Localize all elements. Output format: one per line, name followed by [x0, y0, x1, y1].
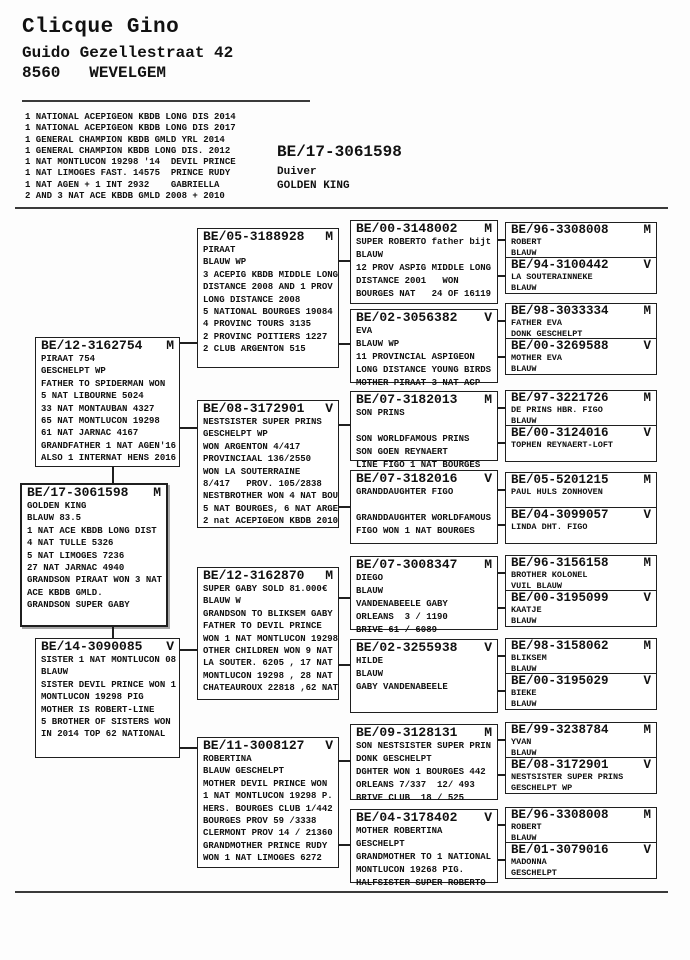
box-details: LA SOUTERAINNEKE BLAUW — [511, 272, 593, 293]
pedigree-box-g4 — [505, 257, 657, 294]
ring-number: BE/00-3195029 — [511, 674, 609, 688]
ring-number: BE/94-3100442 — [511, 258, 609, 272]
loft-name: Clicque Gino — [22, 16, 180, 39]
sex-label: V — [484, 640, 492, 655]
box-details: SON NESTSISTER SUPER PRIN DONK GESCHELPT DGHTER WON 1 BOURGES 442 ORLEANS 7/337 12/ 493 BRIVE CLUB 18 / 525 — [356, 741, 492, 803]
connector-line — [498, 607, 505, 609]
sex-label: M — [643, 223, 651, 237]
sex-label: M — [325, 568, 333, 583]
sex-label: M — [643, 639, 651, 653]
sex-label: V — [643, 258, 651, 272]
connector-line — [498, 774, 505, 776]
sex-label: V — [643, 843, 651, 857]
sex-label: M — [643, 391, 651, 405]
ring-number: BE/07-3182013 — [356, 392, 458, 407]
pedigree-box-subject — [20, 483, 168, 627]
ring-number: BE/12-3162754 — [41, 338, 143, 353]
ring-number: BE/05-3188928 — [203, 229, 305, 244]
box-details: SON PRINS SON WORLDFAMOUS PRINS SON GOEN REYNAERT LINE FIGO 1 NAT BOURGES — [356, 408, 481, 470]
box-details: MADONNA GESCHELPT — [511, 857, 557, 878]
sex-label: V — [166, 639, 174, 654]
ring-number: BE/09-3128131 — [356, 725, 458, 740]
ring-number: BE/08-3172901 — [511, 758, 609, 772]
divider — [22, 100, 310, 102]
sex-label: V — [643, 508, 651, 522]
ring-number: BE/00-3269588 — [511, 339, 609, 353]
connector-line — [339, 506, 350, 508]
box-details: MOTHER EVA BLAUW — [511, 353, 563, 374]
box-details: LINDA DHT. FIGO — [511, 522, 588, 532]
ring-number: BE/17-3061598 — [27, 485, 129, 500]
bird-sex-word: Duiver — [277, 166, 317, 178]
box-details: EVA BLAUW WP 11 PROVINCIAL ASPIGEON LONG DISTANCE YOUNG BIRDS MOTHER PIRAAT 3 NAT ACP — [356, 326, 492, 388]
pedigree-box-g4 — [505, 425, 657, 462]
pedigree-box-grandsire-m — [197, 567, 339, 700]
connector-line — [339, 844, 350, 846]
bird-name: GOLDEN KING — [277, 180, 350, 192]
sex-label: M — [643, 304, 651, 318]
divider — [15, 207, 668, 209]
box-details: MOTHER ROBERTINA GESCHELPT GRANDMOTHER TO 1 NATIONAL MONTLUCON 19268 PIG. HALFSISTER SUPER ROBERTO — [356, 826, 492, 888]
box-details: BLIKSEM BLAUW — [511, 653, 547, 674]
connector-line — [339, 760, 350, 762]
sex-label: M — [484, 557, 492, 572]
pedigree-box-g3 — [350, 220, 498, 304]
pedigree-box-g4 — [505, 222, 657, 258]
pedigree-box-g3 — [350, 639, 498, 713]
connector-line — [112, 627, 114, 638]
pedigree-box-g4 — [505, 842, 657, 879]
box-details: FATHER EVA DONK GESCHELPT — [511, 318, 583, 339]
box-details: GRANDDAUGHTER FIGO GRANDDAUGHTER WORLDFAMOUS FIGO WON 1 NAT BOURGES — [356, 487, 492, 536]
box-details: KAATJE BLAUW — [511, 605, 542, 626]
ring-number: BE/08-3172901 — [203, 401, 305, 416]
connector-line — [339, 260, 350, 262]
connector-line — [498, 690, 505, 692]
connector-line — [498, 356, 505, 358]
connector-line — [498, 824, 505, 826]
ring-number: BE/99-3238784 — [511, 723, 609, 737]
pedigree-box-g3 — [350, 556, 498, 635]
pedigree-box-g4 — [505, 757, 657, 794]
box-details: HILDE BLAUW GABY VANDENABEELE — [356, 656, 448, 692]
box-details: NESTSISTER SUPER PRINS GESCHELPT WP WON ARGENTON 4/417 PROVINCIAAL 136/2550 WON LA SOUTERRAINE 8/417 PROV. 105/2838 NESTBROTHER WON 4 NAT BOU 5 NAT BOURGES, 6 NAT ARGE 2 nat ACEPIGEON KBDB 2010 — [203, 417, 339, 527]
connector-line — [498, 320, 505, 322]
sex-label: M — [643, 556, 651, 570]
connector-line — [498, 442, 505, 444]
sex-label: V — [484, 310, 492, 325]
sex-label: M — [153, 485, 161, 500]
ring-number: BE/07-3182016 — [356, 471, 458, 486]
box-details: PIRAAT 754 GESCHELPT WP FATHER TO SPIDERMAN WON 5 NAT LIBOURNE 5024 33 NAT MONTAUBAN 4327 65 NAT MONTLUCON 19298 61 NAT JARNAC 4167 GRANDFATHER 1 NAT AGEN'16 ALSO 1 INTERNAT HENS 2016 — [41, 354, 177, 464]
ring-number: BE/07-3008347 — [356, 557, 458, 572]
sex-label: V — [643, 426, 651, 440]
sex-label: V — [643, 591, 651, 605]
box-details: BIEKE BLAUW — [511, 688, 537, 709]
connector-line — [180, 342, 197, 344]
box-details: DIEGO BLAUW VANDENABEELE GABY ORLEANS 3 / 1190 BRIVE 61 / 6089 — [356, 573, 448, 635]
pedigree-box-g4 — [505, 507, 657, 544]
ring-number: BE/02-3255938 — [356, 640, 458, 655]
pedigree-box-dam — [35, 638, 180, 758]
address-street: Guido Gezellestraat 42 — [22, 44, 234, 62]
ring-number: BE/12-3162870 — [203, 568, 305, 583]
sex-label: M — [643, 723, 651, 737]
sex-label: M — [325, 229, 333, 244]
ring-number: BE/14-3090085 — [41, 639, 143, 654]
pedigree-box-g4 — [505, 638, 657, 674]
connector-line — [498, 739, 505, 741]
ring-number: BE/98-3158062 — [511, 639, 609, 653]
box-details: ROBERT BLAUW — [511, 237, 542, 258]
pedigree-box-g3 — [350, 809, 498, 888]
ring-number: BE/96-3308008 — [511, 808, 609, 822]
sex-label: M — [484, 725, 492, 740]
sex-label: M — [484, 392, 492, 407]
connector-line — [180, 747, 197, 749]
box-details: SISTER 1 NAT MONTLUCON 08 BLAUW SISTER DEVIL PRINCE WON 1 MONTLUCON 19298 PIG MOTHER IS ROBERT-LINE 5 BROTHER OF SISTERS WON IN 2014 TOP 62 NATIONAL — [41, 655, 177, 740]
sex-label: V — [484, 810, 492, 825]
ring-number: BE/97-3221726 — [511, 391, 609, 405]
sex-label: M — [166, 338, 174, 353]
ring-number: BE/98-3033334 — [511, 304, 609, 318]
pedigree-box-granddam-m — [197, 737, 339, 868]
connector-line — [498, 239, 505, 241]
sex-label: V — [325, 738, 333, 753]
pedigree-box-g4 — [505, 555, 657, 591]
pedigree-box-g3 — [350, 724, 498, 803]
pedigree-box-g3 — [350, 391, 498, 470]
connector-line — [498, 489, 505, 491]
connector-line — [339, 343, 350, 345]
ring-number: BE/04-3099057 — [511, 508, 609, 522]
connector-line — [339, 597, 350, 599]
ring-number: BE/04-3178402 — [356, 810, 458, 825]
ring-number: BE/00-3124016 — [511, 426, 609, 440]
ring-number: BE/96-3308008 — [511, 223, 609, 237]
pedigree-box-g4 — [505, 338, 657, 375]
sex-label: V — [325, 401, 333, 416]
achievements-list: 1 NATIONAL ACEPIGEON KBDB LONG DIS 2014 1 NATIONAL ACEPIGEON KBDB LONG DIS 2017 1 GENERAL CHAMPION KBDB GMLD YRL 2014 1 GENERAL CHAMPION KBDB LONG DIS. 2012 1 NAT MONTLUCON 19298 '14 DEVIL PRINCE 1 NAT LIMOGES FAST. 14575 PRINCE RUDY 1 NAT AGEN + 1 INT 2932 GABRIELLA 2 AND 3 NAT ACE KBDB GMLD 2008 + 2010 — [25, 112, 236, 202]
ring-number: BE/96-3156158 — [511, 556, 609, 570]
box-details: YVAN BLAUW — [511, 737, 537, 758]
connector-line — [339, 664, 350, 666]
connector-line — [498, 655, 505, 657]
connector-line — [112, 467, 114, 483]
pedigree-box-g3 — [350, 470, 498, 544]
ring-number: BE/00-3195099 — [511, 591, 609, 605]
address-city: 8560 WEVELGEM — [22, 64, 167, 82]
connector-line — [339, 424, 350, 426]
sex-label: M — [643, 473, 651, 487]
box-details: BROTHER KOLONEL VUIL BLAUW — [511, 570, 588, 591]
sex-label: M — [484, 221, 492, 236]
box-details: SUPER GABY SOLD 81.000€ BLAUW W GRANDSON TO BLIKSEM GABY FATHER TO DEVIL PRINCE WON 1 NAT MONTLUCON 19298 OTHER CHILDREN WON 9 NAT LA SOUTER. 6205 , 17 NAT MONTLUCON 19298 , 28 NAT CHATEAUROUX 22818 ,62 NAT — [203, 584, 339, 694]
sex-label: V — [643, 758, 651, 772]
pedigree-box-g4 — [505, 673, 657, 710]
box-details: ROBERTINA BLAUW GESCHELPT MOTHER DEVIL PRINCE WON 1 NAT MONTLUCON 19298 P. HERS. BOURGES CLUB 1/442 BOURGES PROV 59 /3338 CLERMONT PROV 14 / 21360 GRANDMOTHER PRINCE RUDY WON 1 NAT LIMOGES 6272 — [203, 754, 333, 864]
box-details: PIRAAT BLAUW WP 3 ACEPIG KBDB MIDDLE LONG DISTANCE 2008 AND 1 PROV LONG DISTANCE 2008 5 NATIONAL BOURGES 19084 4 PROVINC TOURS 3135 2 PROVINC POITIERS 1227 2 CLUB ARGENTON 515 — [203, 245, 339, 355]
connector-line — [498, 572, 505, 574]
box-details: TOPHEN REYNAERT-LOFT — [511, 440, 614, 450]
connector-line — [498, 407, 505, 409]
box-details: GOLDEN KING BLAUW 83.5 1 NAT ACE KBDB LONG DIST 4 NAT TULLE 5326 5 NAT LIMOGES 7236 27 NAT JARNAC 4940 GRANDSON PIRAAT WON 3 NAT ACE KBDB GMLD. GRANDSON SUPER GABY — [27, 501, 163, 611]
sex-label: V — [643, 674, 651, 688]
bird-ring-number: BE/17-3061598 — [277, 143, 402, 161]
pedigree-box-g3 — [350, 309, 498, 388]
box-details: SUPER ROBERTO father bijt BLAUW 12 PROV ASPIG MIDDLE LONG DISTANCE 2001 WON BOURGES NAT 24 OF 16119 — [356, 237, 492, 299]
connector-line — [498, 275, 505, 277]
ring-number: BE/05-5201215 — [511, 473, 609, 487]
box-details: ROBERT BLAUW — [511, 822, 542, 843]
connector-line — [498, 524, 505, 526]
ring-number: BE/01-3079016 — [511, 843, 609, 857]
sex-label: V — [484, 471, 492, 486]
connector-line — [180, 649, 197, 651]
pedigree-box-granddam-p — [197, 400, 339, 528]
box-details: PAUL HULS ZONHOVEN — [511, 487, 603, 497]
divider — [15, 891, 668, 893]
sex-label: V — [643, 339, 651, 353]
connector-line — [498, 859, 505, 861]
pedigree-box-g4 — [505, 807, 657, 843]
pedigree-box-g4 — [505, 472, 657, 508]
pedigree-box-sire — [35, 337, 180, 467]
ring-number: BE/02-3056382 — [356, 310, 458, 325]
ring-number: BE/00-3148002 — [356, 221, 458, 236]
pedigree-box-g4 — [505, 303, 657, 339]
sex-label: M — [643, 808, 651, 822]
box-details: DE PRINS HBR. FIGO BLAUW — [511, 405, 603, 426]
pedigree-box-g4 — [505, 590, 657, 627]
pedigree-box-g4 — [505, 390, 657, 426]
box-details: NESTSISTER SUPER PRINS GESCHELPT WP — [511, 772, 624, 793]
connector-line — [180, 427, 197, 429]
pedigree-box-g4 — [505, 722, 657, 758]
ring-number: BE/11-3008127 — [203, 738, 305, 753]
pedigree-box-grandsire-p — [197, 228, 339, 368]
